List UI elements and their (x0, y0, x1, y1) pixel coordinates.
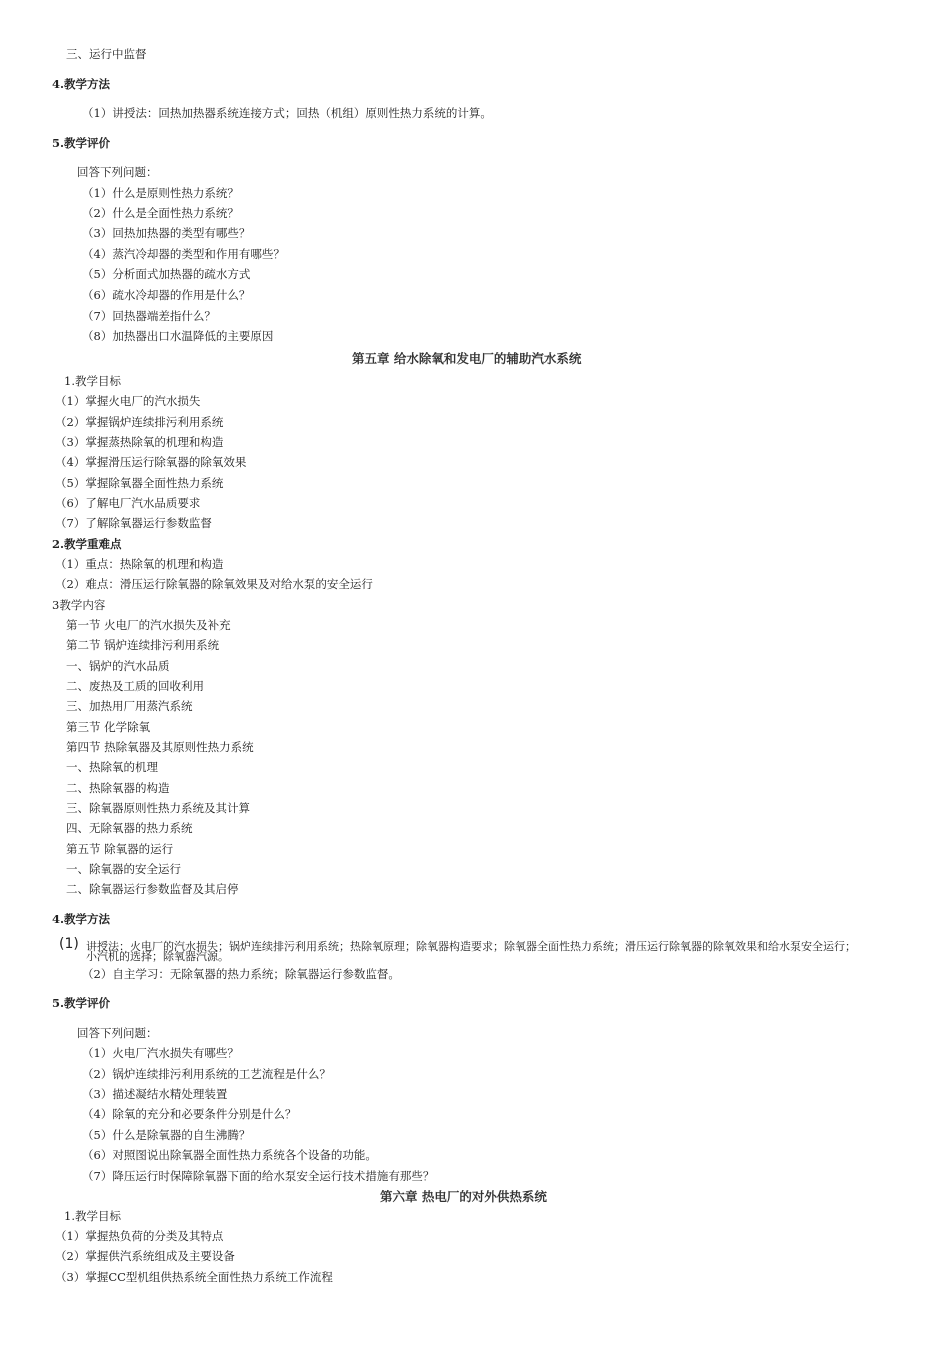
teaching-method-title: 4.教学方法 (52, 912, 111, 926)
content-item: 一、除氧器的安全运行 (66, 862, 181, 876)
content-item: 四、无除氧器的热力系统 (66, 821, 193, 835)
content-item: 三、加热用厂用蒸汽系统 (66, 699, 193, 713)
content-item: 第五节 除氧器的运行 (66, 842, 174, 856)
teaching-method-title: 4.教学方法 (52, 77, 111, 91)
goal-item: （2）掌握锅炉连续排污利用系统 (55, 415, 224, 429)
goal-item: （5）掌握除氧器全面性热力系统 (55, 476, 224, 490)
content-item: 二、热除氧器的构造 (66, 781, 170, 795)
goal-item: （1）掌握热负荷的分类及其特点 (55, 1229, 224, 1243)
content-item: 第三节 化学除氧 (66, 720, 151, 734)
chapter-title: 第六章 热电厂的对外供热系统 (380, 1189, 547, 1204)
question-item: （5）分析面式加热器的疏水方式 (82, 267, 251, 281)
question-item: （3）描述凝结水精处理装置 (82, 1087, 228, 1101)
question-item: （2）什么是全面性热力系统？ (82, 206, 239, 220)
content-item: 第四节 热除氧器及其原则性热力系统 (66, 740, 254, 754)
teaching-method-item: （1）讲授法：回热加热器系统连接方式；回热（机组）原则性热力系统的计算。 (82, 106, 492, 120)
question-item: （1）火电厂汽水损失有哪些？ (82, 1046, 239, 1060)
goal-item: （4）掌握滑压运行除氧器的除氧效果 (55, 455, 247, 469)
question-item: （4）除氧的充分和必要条件分别是什么？ (82, 1107, 297, 1121)
question-item: （8）加热器出口水温降低的主要原因 (82, 329, 274, 343)
method-item-text: 讲授法：火电厂的汽水损失；锅炉连续排污利用系统；热除氧原理；除氧器构造要求；除氧器全面性热力系统；滑压运行除氧器的除氧效果和给水泵安全运行； (86, 940, 856, 953)
goal-title: 1.教学目标 (64, 1209, 121, 1223)
content-item: 第二节 锅炉连续排污利用系统 (66, 638, 220, 652)
content-title: 3教学内容 (52, 598, 106, 612)
evaluation-intro: 回答下列问题： (77, 165, 158, 179)
question-item: （3）回热加热器的类型有哪些？ (82, 226, 251, 240)
goal-item: （2）掌握供汽系统组成及主要设备 (55, 1249, 235, 1263)
goal-title: 1.教学目标 (64, 374, 121, 388)
evaluation-intro: 回答下列问题： (77, 1026, 158, 1040)
question-item: （7）降压运行时保障除氧器下面的给水泵安全运行技术措施有那些？ (82, 1169, 435, 1183)
content-item: 第一节 火电厂的汽水损失及补充 (66, 618, 231, 632)
goal-item: （3）掌握CC型机组供热系统全面性热力系统工作流程 (55, 1270, 333, 1284)
content-item: 一、热除氧的机理 (66, 760, 158, 774)
section-heading: 三、运行中监督 (66, 47, 147, 61)
content-item: 三、除氧器原则性热力系统及其计算 (66, 801, 250, 815)
teaching-evaluation-title: 5.教学评价 (52, 996, 111, 1010)
question-item: （2）锅炉连续排污利用系统的工艺流程是什么？ (82, 1067, 331, 1081)
chapter-title: 第五章 给水除氧和发电厂的辅助汽水系统 (352, 351, 582, 366)
method-item-text-cont: 小汽机的选择；除氧器汽源。 (86, 950, 229, 963)
goal-item: （6）了解电厂汽水品质要求 (55, 496, 201, 510)
question-item: （7）回热器端差指什么？ (82, 309, 216, 323)
key-points-title: 2.教学重难点 (52, 537, 122, 551)
key-point-item: （2）难点：滑压运行除氧器的除氧效果及对给水泵的安全运行 (55, 577, 373, 591)
question-item: （6）疏水冷却器的作用是什么？ (82, 288, 251, 302)
goal-item: （3）掌握蒸热除氧的机理和构造 (55, 435, 224, 449)
question-item: （4）蒸汽冷却器的类型和作用有哪些？ (82, 247, 285, 261)
question-item: （5）什么是除氧器的自生沸腾？ (82, 1128, 251, 1142)
goal-item: （7）了解除氧器运行参数监督 (55, 516, 212, 530)
goal-item: （1）掌握火电厂的汽水损失 (55, 394, 201, 408)
question-item: （6）对照图说出除氧器全面性热力系统各个设备的功能。 (82, 1148, 377, 1162)
content-item: 二、废热及工质的回收利用 (66, 679, 204, 693)
method-number: (1) (59, 936, 79, 952)
content-item: 一、锅炉的汽水品质 (66, 659, 170, 673)
key-point-item: （1）重点：热除氧的机理和构造 (55, 557, 224, 571)
question-item: （1）什么是原则性热力系统？ (82, 186, 239, 200)
teaching-evaluation-title: 5.教学评价 (52, 136, 111, 150)
method-item: （2）自主学习：无除氧器的热力系统；除氧器运行参数监督。 (82, 967, 400, 981)
content-item: 二、除氧器运行参数监督及其启停 (66, 882, 239, 896)
